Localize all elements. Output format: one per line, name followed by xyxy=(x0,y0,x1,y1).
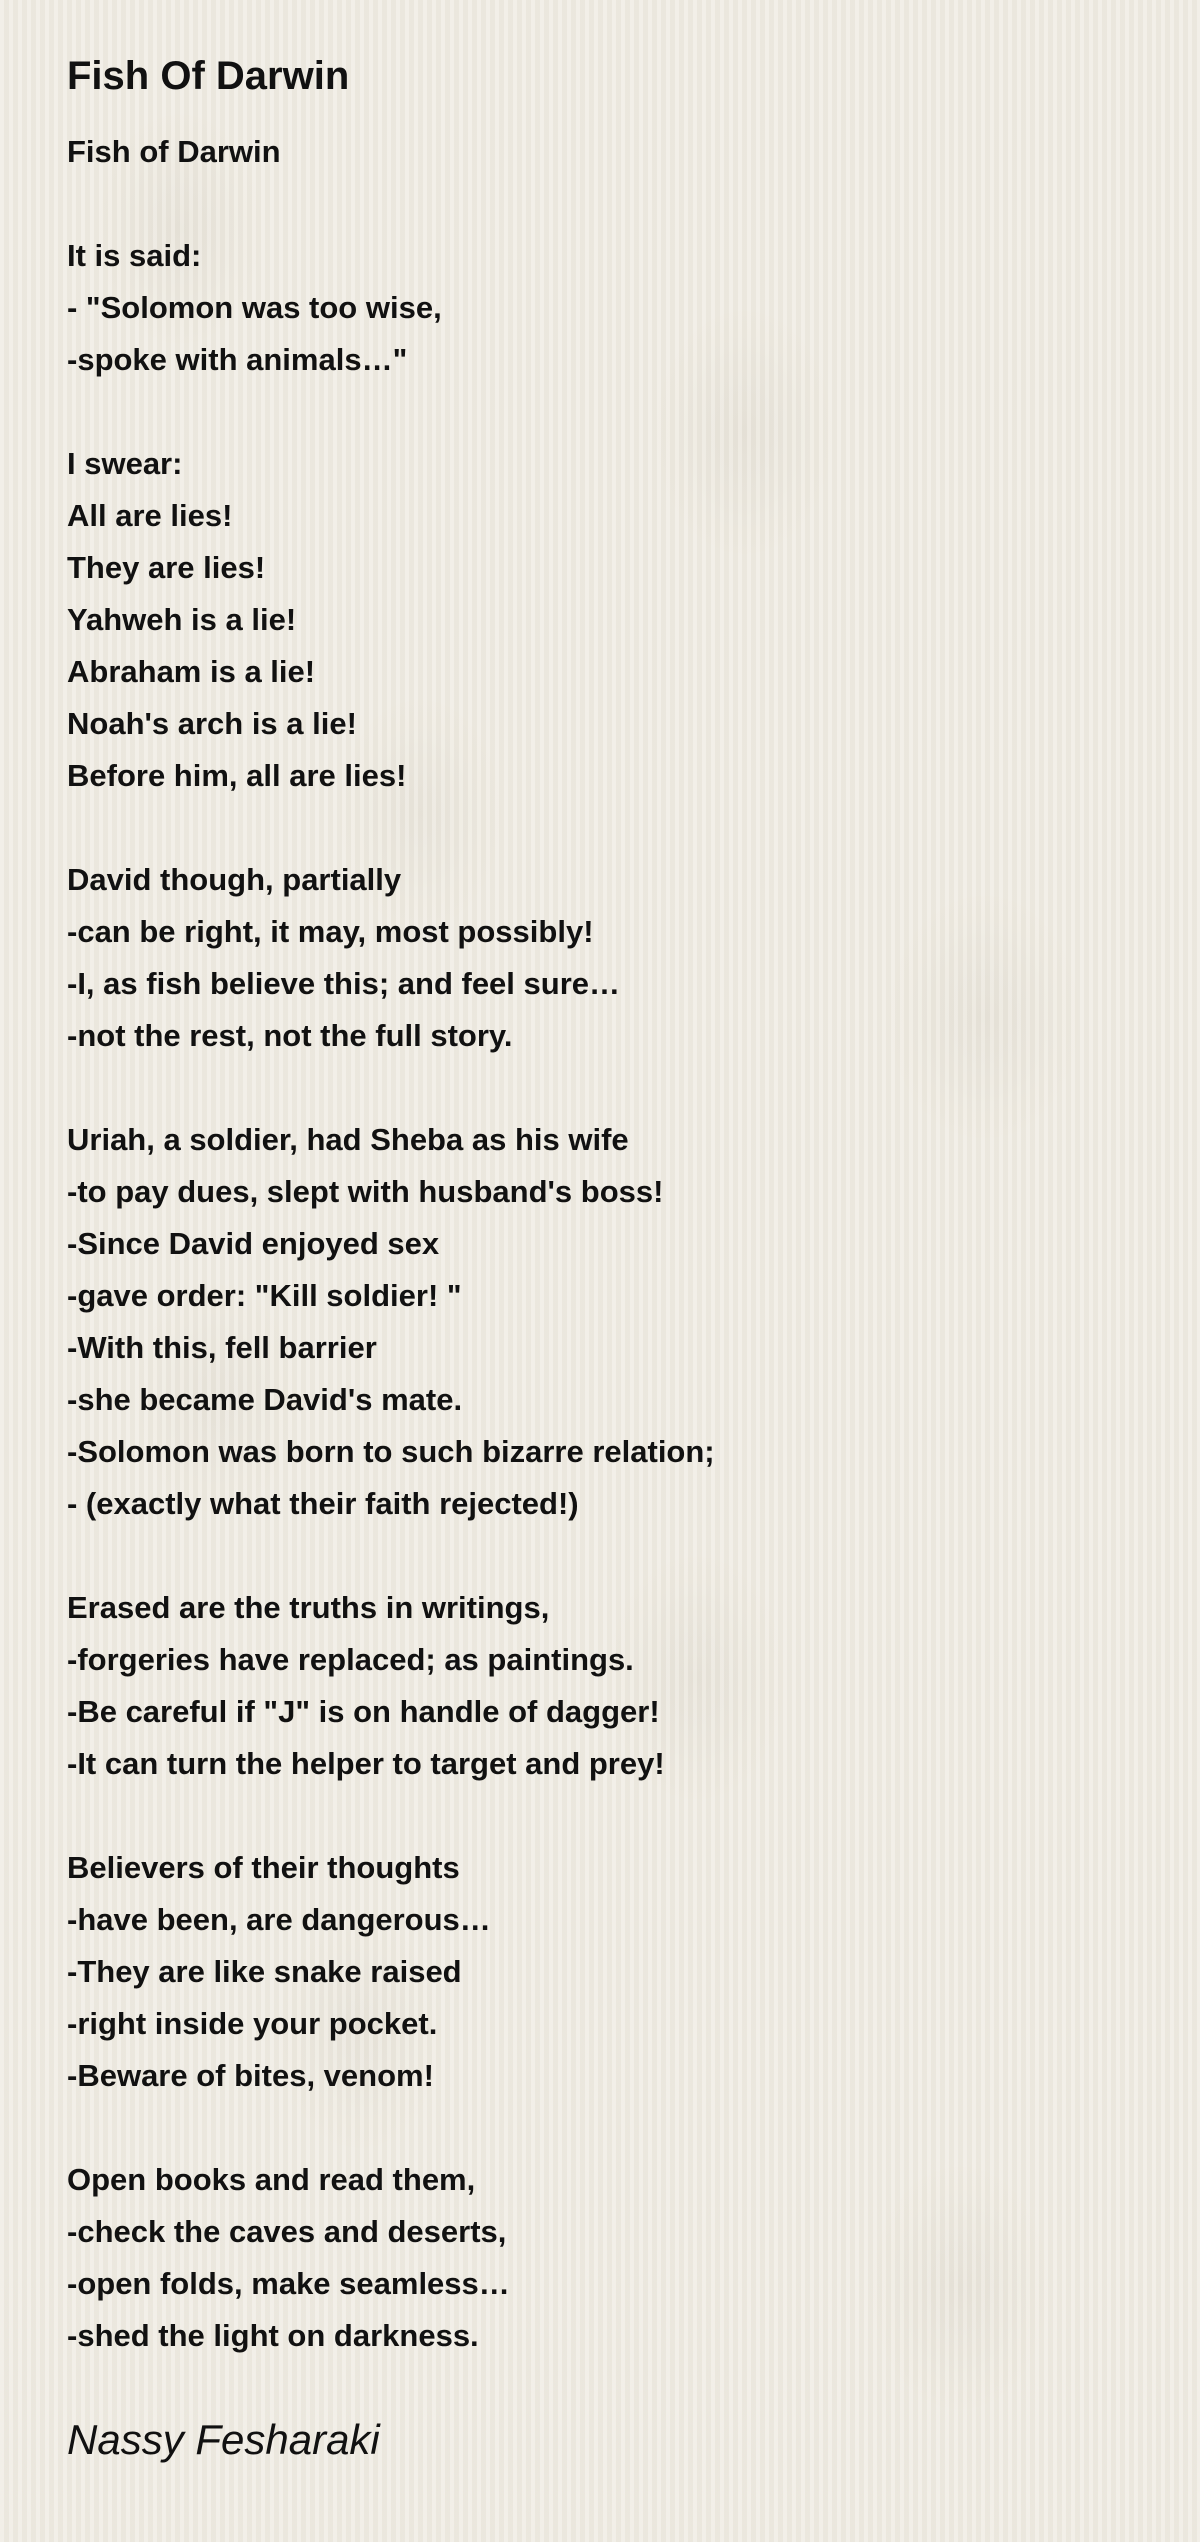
poem-line: - "Solomon was too wise, xyxy=(67,290,442,325)
stanza-break xyxy=(67,1062,1160,1114)
stanza-break xyxy=(67,178,1160,230)
poem-line: -gave order: "Kill soldier! " xyxy=(67,1278,462,1313)
stanza-break xyxy=(67,1530,1160,1582)
poem-body xyxy=(67,126,1160,2362)
poem-line: All are lies! xyxy=(67,498,233,533)
author-signature: Nassy Fesharaki xyxy=(67,2416,380,2463)
poem-line: -she became David's mate. xyxy=(67,1382,463,1417)
poem-line: Fish of Darwin xyxy=(67,134,281,169)
poem-line: -Beware of bites, venom! xyxy=(67,2058,434,2093)
poem-line: Erased are the truths in writings, xyxy=(67,1590,550,1625)
poem-line: - (exactly what their faith rejected!) xyxy=(67,1486,579,1521)
poem-line: -I, as fish believe this; and feel sure… xyxy=(67,966,621,1001)
poem-line: It is said: xyxy=(67,238,202,273)
poem-line: -open folds, make seamless… xyxy=(67,2266,510,2301)
poem-line: They are lies! xyxy=(67,550,266,585)
poem-line: Believers of their thoughts xyxy=(67,1850,460,1885)
poem-line: -can be right, it may, most possibly! xyxy=(67,914,594,949)
poem-line: -have been, are dangerous… xyxy=(67,1902,491,1937)
stanza-break xyxy=(67,386,1160,438)
poem-line: Abraham is a lie! xyxy=(67,654,316,689)
poem-line: -forgeries have replaced; as paintings. xyxy=(67,1642,634,1677)
poem-page xyxy=(67,40,1160,2470)
poem-line: Uriah, a soldier, had Sheba as his wife xyxy=(67,1122,629,1157)
poem-line: -spoke with animals…" xyxy=(67,342,408,377)
poem-title: Fish Of Darwin xyxy=(67,54,350,98)
poem-line: -With this, fell barrier xyxy=(67,1330,377,1365)
poem-line: -not the rest, not the full story. xyxy=(67,1018,513,1053)
poem-line: -Since David enjoyed sex xyxy=(67,1226,440,1261)
poem-line: -It can turn the helper to target and prey! xyxy=(67,1746,665,1781)
poem-line: Open books and read them, xyxy=(67,2162,476,2197)
poem-line: Yahweh is a lie! xyxy=(67,602,297,637)
poem-line: -right inside your pocket. xyxy=(67,2006,438,2041)
poem-line: -shed the light on darkness. xyxy=(67,2318,479,2353)
poem-line: -Solomon was born to such bizarre relation; xyxy=(67,1434,715,1469)
stanza-break xyxy=(67,2102,1160,2154)
poem-line: Before him, all are lies! xyxy=(67,758,407,793)
poem-line: -to pay dues, slept with husband's boss! xyxy=(67,1174,664,1209)
poem-line: Noah's arch is a lie! xyxy=(67,706,357,741)
poem-line: -check the caves and deserts, xyxy=(67,2214,507,2249)
stanza-break xyxy=(67,1790,1160,1842)
poem-line: David though, partially xyxy=(67,862,402,897)
poem-line: -Be careful if "J" is on handle of dagger! xyxy=(67,1694,660,1729)
stanza-break xyxy=(67,802,1160,854)
poem-line: -They are like snake raised xyxy=(67,1954,462,1989)
poem-line: I swear: xyxy=(67,446,183,481)
